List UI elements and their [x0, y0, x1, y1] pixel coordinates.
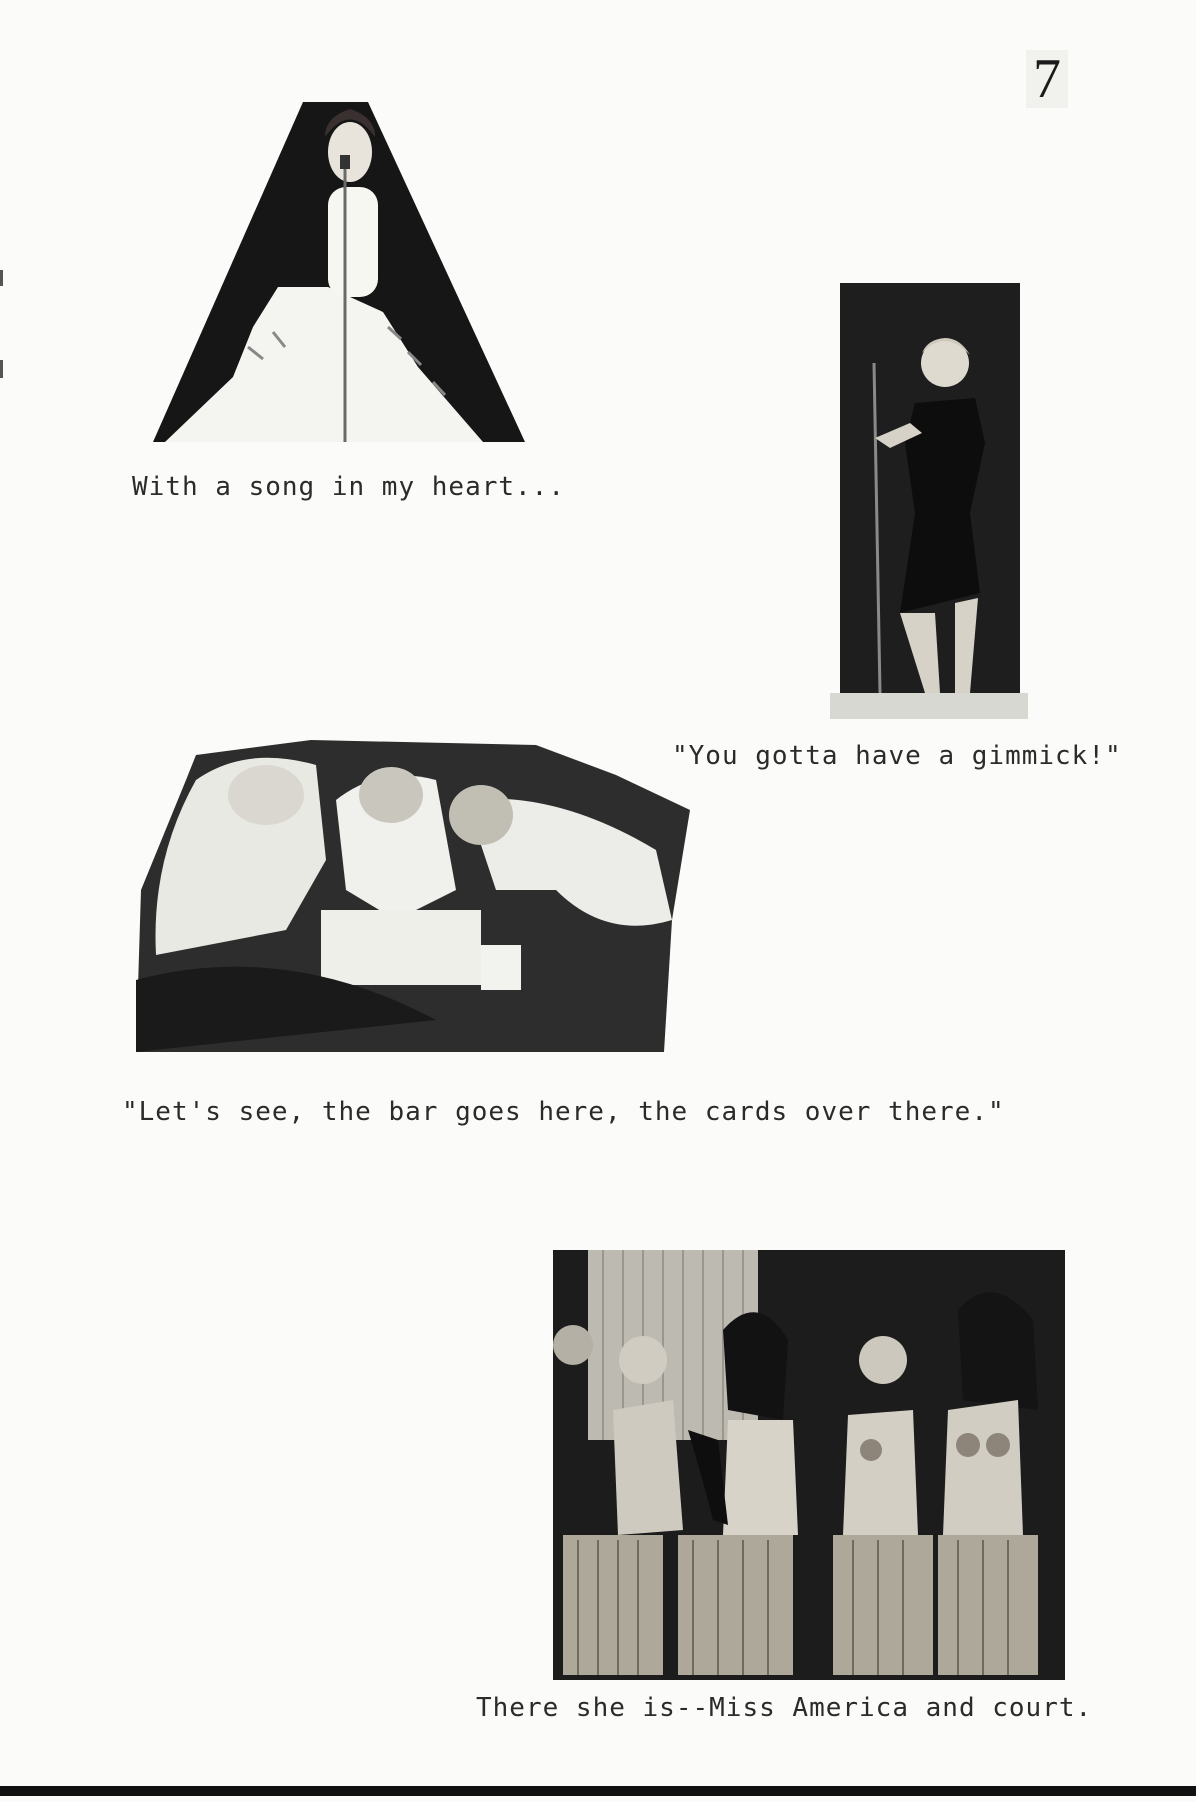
page-number: 7: [1026, 50, 1068, 108]
scan-edge-mark: [0, 360, 3, 378]
caption-bar-planning: "Let's see, the bar goes here, the cards over there.": [122, 1097, 1005, 1127]
photo-bar-planning: [136, 740, 690, 1052]
photo-miss-america-court: [553, 1250, 1065, 1680]
scan-edge-mark: [0, 270, 3, 286]
caption-singer-gown: With a song in my heart...: [132, 472, 565, 502]
caption-miss-america-court: There she is--Miss America and court.: [476, 1693, 1093, 1723]
caption-singer-gimmick: "You gotta have a gimmick!": [672, 741, 1122, 771]
photo-singer-gimmick: [830, 283, 1028, 719]
photo-singer-gown: [153, 97, 525, 442]
page-bottom-edge: [0, 1786, 1196, 1796]
